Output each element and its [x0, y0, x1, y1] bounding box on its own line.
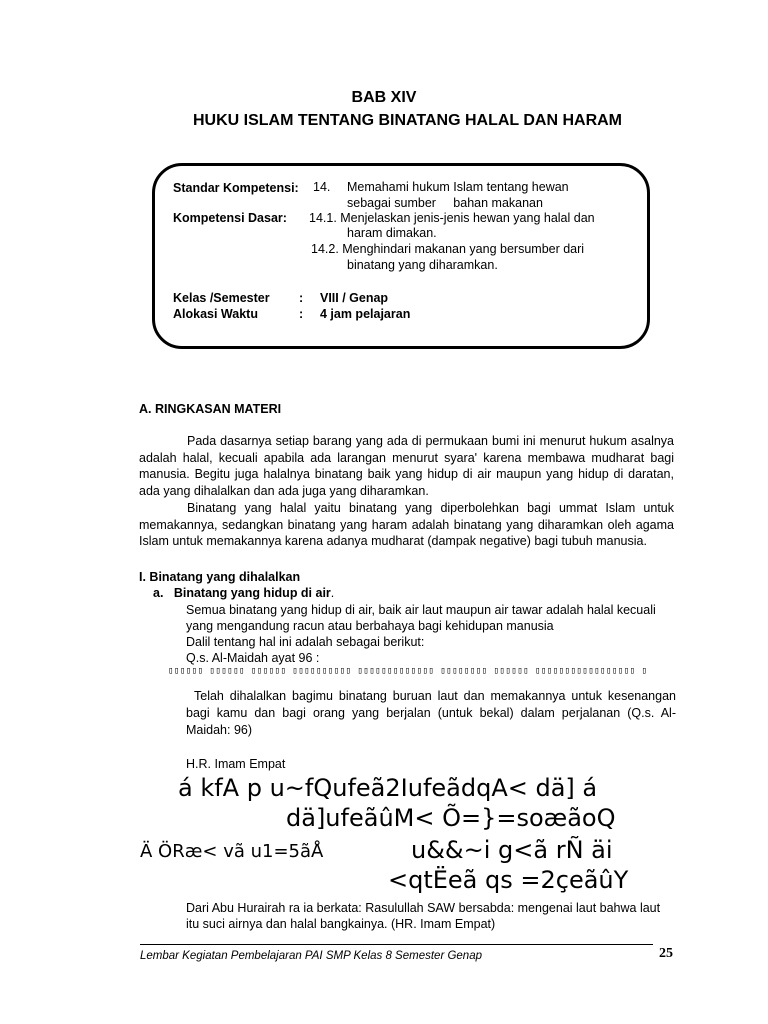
footer-rule — [140, 944, 653, 945]
alokasi-label: Alokasi Waktu — [173, 307, 258, 321]
paragraph-2: Binatang yang halal yaitu binatang yang diperbolehkan bagi ummat Islam untuk memakannya, sedangkan binatang yang haram adalah binatang yang diharamkan oleh agama Islam untuk memakannya karena adanya mudharat (dampak negative) bagi tubuh manusia. — [139, 501, 674, 548]
hadith-arabic-line-4: <qtËeã qs =2çeãûY — [388, 866, 629, 894]
hadith-arabic-line-1: á kfA p u~fQufeã2IufeãdqA< dä] á — [178, 774, 598, 802]
kd2-line-1: 14.2. Menghindari makanan yang bersumber dari — [311, 242, 585, 256]
page-number: 25 — [659, 946, 673, 961]
hadith-arabic-line-2: dä]ufeãûM< Õ=}=soæãoQ — [286, 804, 616, 832]
hadith-source: H.R. Imam Empat — [186, 757, 286, 771]
kd1-line-1: 14.1. Menjelaskan jenis-jenis hewan yang halal dan — [309, 211, 595, 225]
sk-number: 14. — [313, 180, 331, 194]
chapter-number: BAB XIV — [351, 89, 417, 106]
hadith-arabic-line-3a: Ä ÖRæ< vã u1=5ãÅ — [140, 841, 324, 862]
verse-translation: Telah dihalalkan bagimu binatang buruan laut dan memakannya untuk kesenangan bagi kamu dan bagi orang yang berjalan (untuk bekal) dalam perjalanan (Q.s. Al-Maidah: 96) — [186, 689, 676, 737]
competency-box — [152, 163, 650, 349]
kd1-line-2: haram dimakan. — [347, 226, 437, 240]
paragraph-1: Pada dasarnya setiap barang yang ada di permukaan bumi ini menurut hukum asalnya adalah halal, kecuali apabila ada larangan menurut syara' karena membawa mudharat bagi manusia. Begitu juga halalnya binatang baik yang hidup di air maupun yang hidup di daratan, ada yang dihalalkan dan ada juga yang diharamkan. — [139, 434, 674, 498]
sub-a-text: Semua binatang yang hidup di air, baik air laut maupun air tawar adalah halal kecuali yang mengandung racun atau berbahaya bagi kehidupan manusia — [186, 603, 656, 633]
sk-line-1: Memahami hukum Islam tentang hewan — [347, 180, 569, 194]
alokasi-colon: : — [299, 307, 304, 321]
section-a-heading: A. RINGKASAN MATERI — [139, 402, 282, 416]
alokasi-value: 4 jam pelajaran — [320, 307, 411, 321]
kompetensi-dasar-label: Kompetensi Dasar: — [173, 211, 287, 225]
dalil-intro: Dalil tentang hal ini adalah sebagai berikut: — [186, 635, 425, 649]
hadith-translation: Dari Abu Hurairah ra ia berkata: Rasulullah SAW bersabda: mengenai laut bahwa laut itu suci airnya dan halal bangkainya. (HR. Imam Empat) — [186, 901, 661, 931]
kd2-line-2: binatang yang diharamkan. — [347, 258, 498, 272]
section-1-heading: I. Binatang yang dihalalkan — [139, 570, 301, 584]
sk-line-2: sebagai sumber bahan makanan — [347, 196, 543, 210]
kelas-value: VIII / Genap — [320, 291, 389, 305]
standar-kompetensi-label: Standar Kompetensi: — [173, 181, 299, 195]
kelas-label: Kelas /Semester — [173, 291, 270, 305]
footer-text: Lembar Kegiatan Pembelajaran PAI SMP Kelas 8 Semester Genap — [140, 950, 482, 962]
kelas-colon: : — [299, 291, 304, 305]
sub-a-heading: a. Binatang yang hidup di air. — [153, 586, 335, 600]
surah-reference: Q.s. Al-Maidah ayat 96 : — [186, 651, 320, 665]
hadith-arabic-line-3b: u&&~i g<ã rÑ äi — [411, 836, 613, 864]
chapter-title: HUKU ISLAM TENTANG BINATANG HALAL DAN HARAM — [193, 112, 622, 129]
arabic-verse-placeholder: ▯▯▯▯▯▯ ▯▯▯▯▯▯ ▯▯▯▯▯▯ ▯▯▯▯▯▯▯▯▯▯ ▯▯▯▯▯▯▯▯▯▯▯▯▯ ▯▯▯▯▯▯▯▯ ▯▯▯▯▯▯ ▯▯▯▯▯▯▯▯▯▯▯▯▯▯▯▯▯ ▯ — [168, 666, 648, 676]
